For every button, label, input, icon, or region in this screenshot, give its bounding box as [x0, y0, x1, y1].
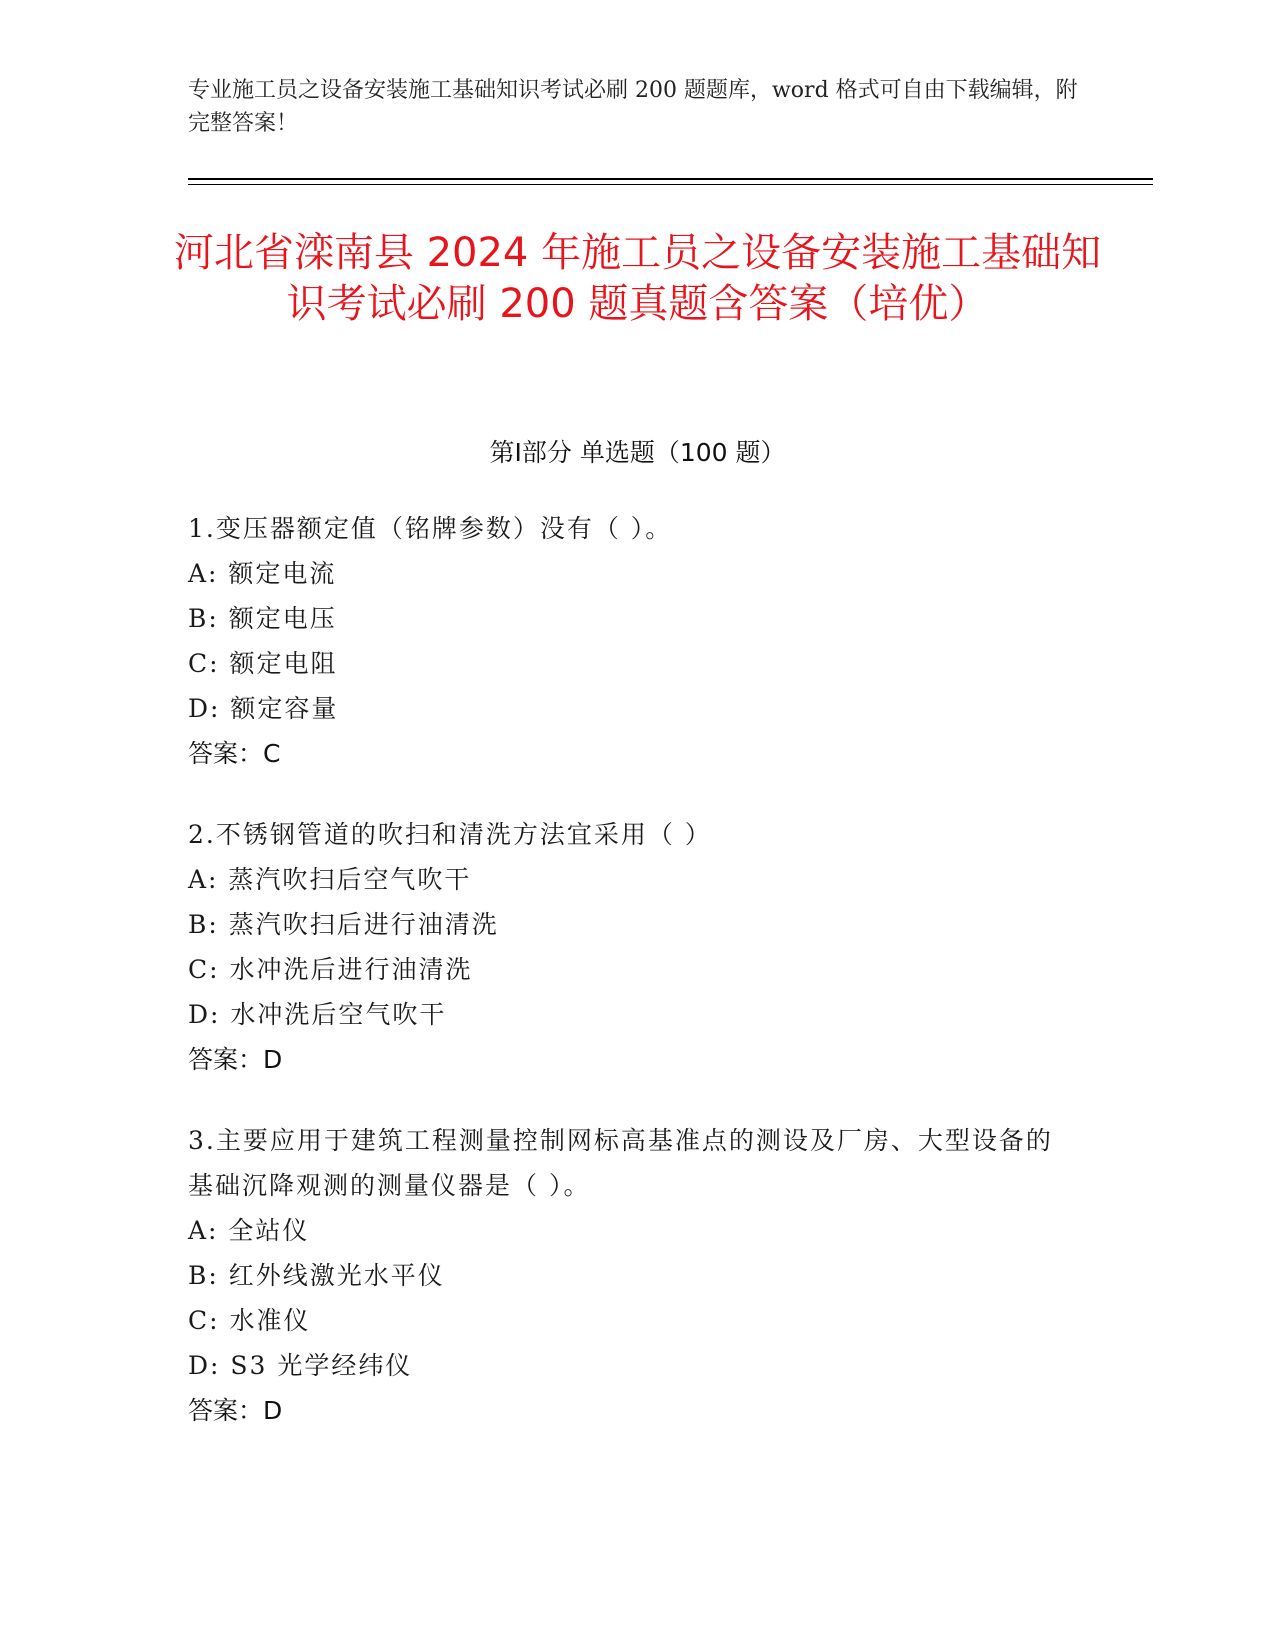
header-note: 专业施工员之设备安装施工基础知识考试必刷 200 题题库，word 格式可自由下载编辑，附完整答案！ [188, 78, 1078, 136]
section-heading: 第Ⅰ部分 单选题（100 题） [489, 438, 786, 467]
option-c: C: 水冲洗后进行油清洗 [188, 955, 473, 984]
option-c: C: 额定电阻 [188, 649, 338, 678]
option-b: B: 额定电压 [188, 604, 337, 633]
option-d: D: 水冲洗后空气吹干 [188, 1000, 447, 1029]
option-c: C: 水准仪 [188, 1306, 311, 1335]
answer-label: 答案：D [188, 1045, 283, 1074]
question-stem: 3.主要应用于建筑工程测量控制网标高基准点的测设及厂房、大型设备的基础沉降观测的测量仪器是（ ）。 [188, 1126, 1053, 1200]
option-b: B: 蒸汽吹扫后进行油清洗 [188, 910, 499, 939]
question-stem: 2.不锈钢管道的吹扫和清洗方法宜采用（ ） [188, 820, 712, 849]
document-title: 河北省滦南县 2024 年施工员之设备安装施工基础知识考试必刷 200 题真题含答案（培优） [173, 230, 1102, 327]
question-2 [188, 812, 1068, 1082]
option-a: A: 额定电流 [188, 559, 337, 588]
answer-label: 答案：C [188, 739, 281, 768]
header-divider-thin [188, 184, 1153, 185]
header-divider-thick [188, 178, 1153, 180]
option-a: A: 蒸汽吹扫后空气吹干 [188, 865, 472, 894]
question-stem: 1.变压器额定值（铭牌参数）没有（ ）。 [188, 514, 673, 543]
option-d: D: 额定容量 [188, 694, 339, 723]
answer-label: 答案：D [188, 1396, 283, 1425]
option-d: D: S3 光学经纬仪 [188, 1351, 413, 1380]
option-a: A: 全站仪 [188, 1216, 310, 1245]
question-3 [188, 1118, 1068, 1433]
question-1 [188, 506, 1068, 776]
option-b: B: 红外线激光水平仪 [188, 1261, 445, 1290]
